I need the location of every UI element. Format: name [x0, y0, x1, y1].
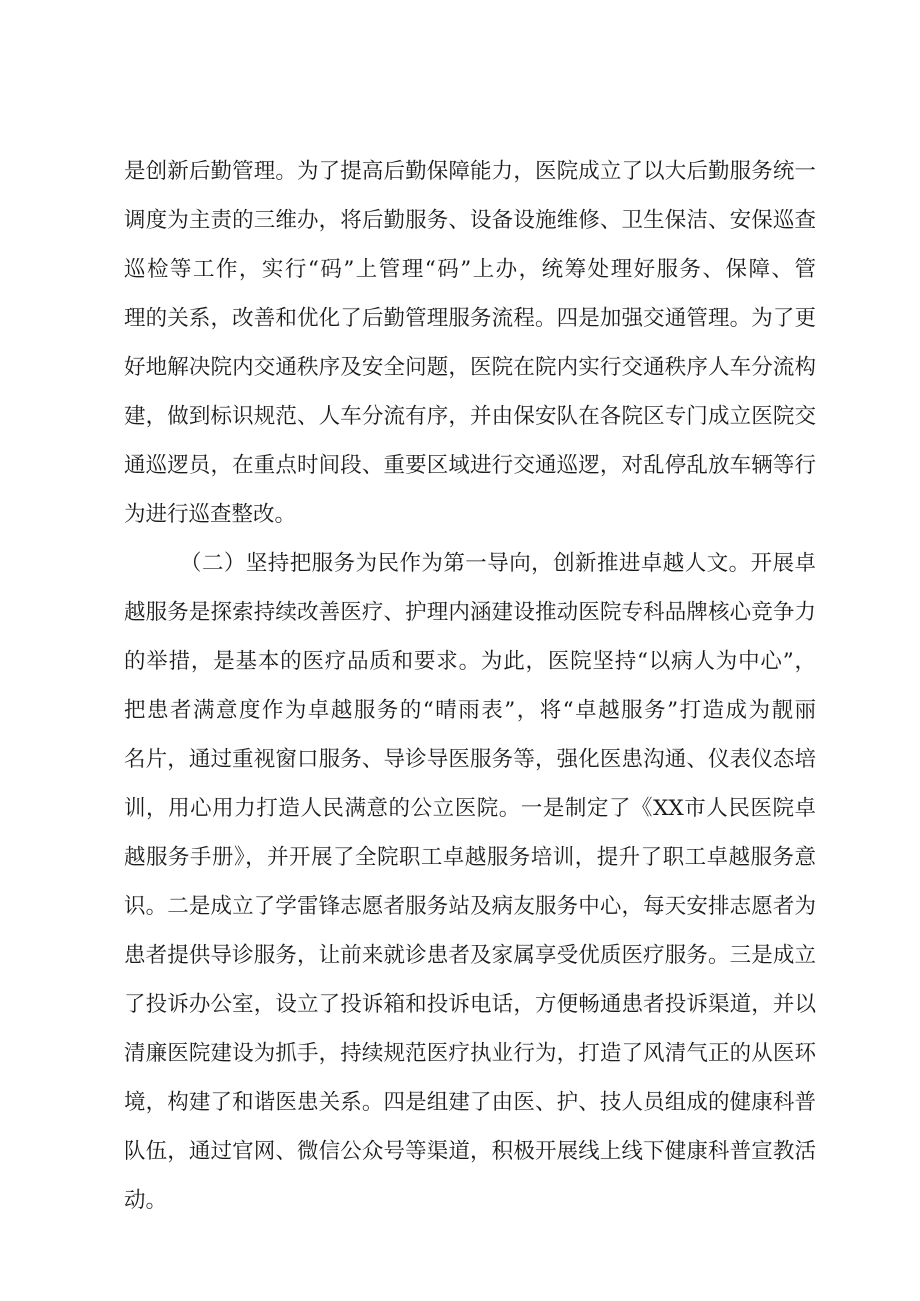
text-line: 越服务是探索持续改善医疗、护理内涵建设推动医院专科品牌核心竞争力	[124, 600, 816, 625]
text-line: 建，做到标识规范、人车分流有序，并由保安队在各院区专门成立医院交	[124, 404, 816, 429]
document-body	[124, 147, 816, 1225]
text-line: 是创新后勤管理。为了提高后勤保障能力，医院成立了以大后勤服务统一	[124, 159, 816, 184]
text-line: 境，构建了和谐医患关系。四是组建了由医、护、技人员组成的健康科普	[124, 1090, 816, 1115]
text-line: 把患者满意度作为卓越服务的“晴雨表”，将“卓越服务”打造成为靓丽	[124, 698, 816, 723]
paragraph-logistics-traffic	[124, 147, 816, 539]
text-line: 识。二是成立了学雷锋志愿者服务站及病友服务中心，每天安排志愿者为	[124, 894, 816, 919]
text-line: 调度为主责的三维办，将后勤服务、设备设施维修、卫生保洁、安保巡查	[124, 208, 816, 233]
text-line: 动。	[124, 1188, 168, 1213]
text-line: 巡检等工作，实行“码”上管理“码”上办，统筹处理好服务、保障、管	[124, 257, 816, 282]
section-heading-line: （二）坚持把服务为民作为第一导向，创新推进卓越人文。开展卓	[180, 551, 816, 576]
paragraph-service-section	[124, 539, 816, 1225]
text-line: 名片，通过重视窗口服务、导诊导医服务等，强化医患沟通、仪表仪态培	[124, 747, 816, 772]
text-line: 的举措，是基本的医疗品质和要求。为此，医院坚持“以病人为中心”，	[124, 649, 816, 674]
text-line: 好地解决院内交通秩序及安全问题，医院在院内实行交通秩序人车分流构	[124, 355, 816, 380]
text-line: 理的关系，改善和优化了后勤管理服务流程。四是加强交通管理。为了更	[124, 306, 816, 331]
text-line: 患者提供导诊服务，让前来就诊患者及家属享受优质医疗服务。三是成立	[124, 943, 816, 968]
text-line: 训，用心用力打造人民满意的公立医院。一是制定了《XX市人民医院卓	[124, 796, 816, 821]
text-line: 了投诉办公室，设立了投诉箱和投诉电话，方便畅通患者投诉渠道，并以	[124, 992, 816, 1017]
text-line: 越服务手册》，并开展了全院职工卓越服务培训，提升了职工卓越服务意	[124, 845, 816, 870]
text-line: 队伍，通过官网、微信公众号等渠道，积极开展线上线下健康科普宣教活	[124, 1139, 816, 1164]
text-line: 清廉医院建设为抓手，持续规范医疗执业行为，打造了风清气正的从医环	[124, 1041, 816, 1066]
text-line: 为进行巡查整改。	[124, 502, 297, 527]
text-line: 通巡逻员，在重点时间段、重要区域进行交通巡逻，对乱停乱放车辆等行	[124, 453, 816, 478]
